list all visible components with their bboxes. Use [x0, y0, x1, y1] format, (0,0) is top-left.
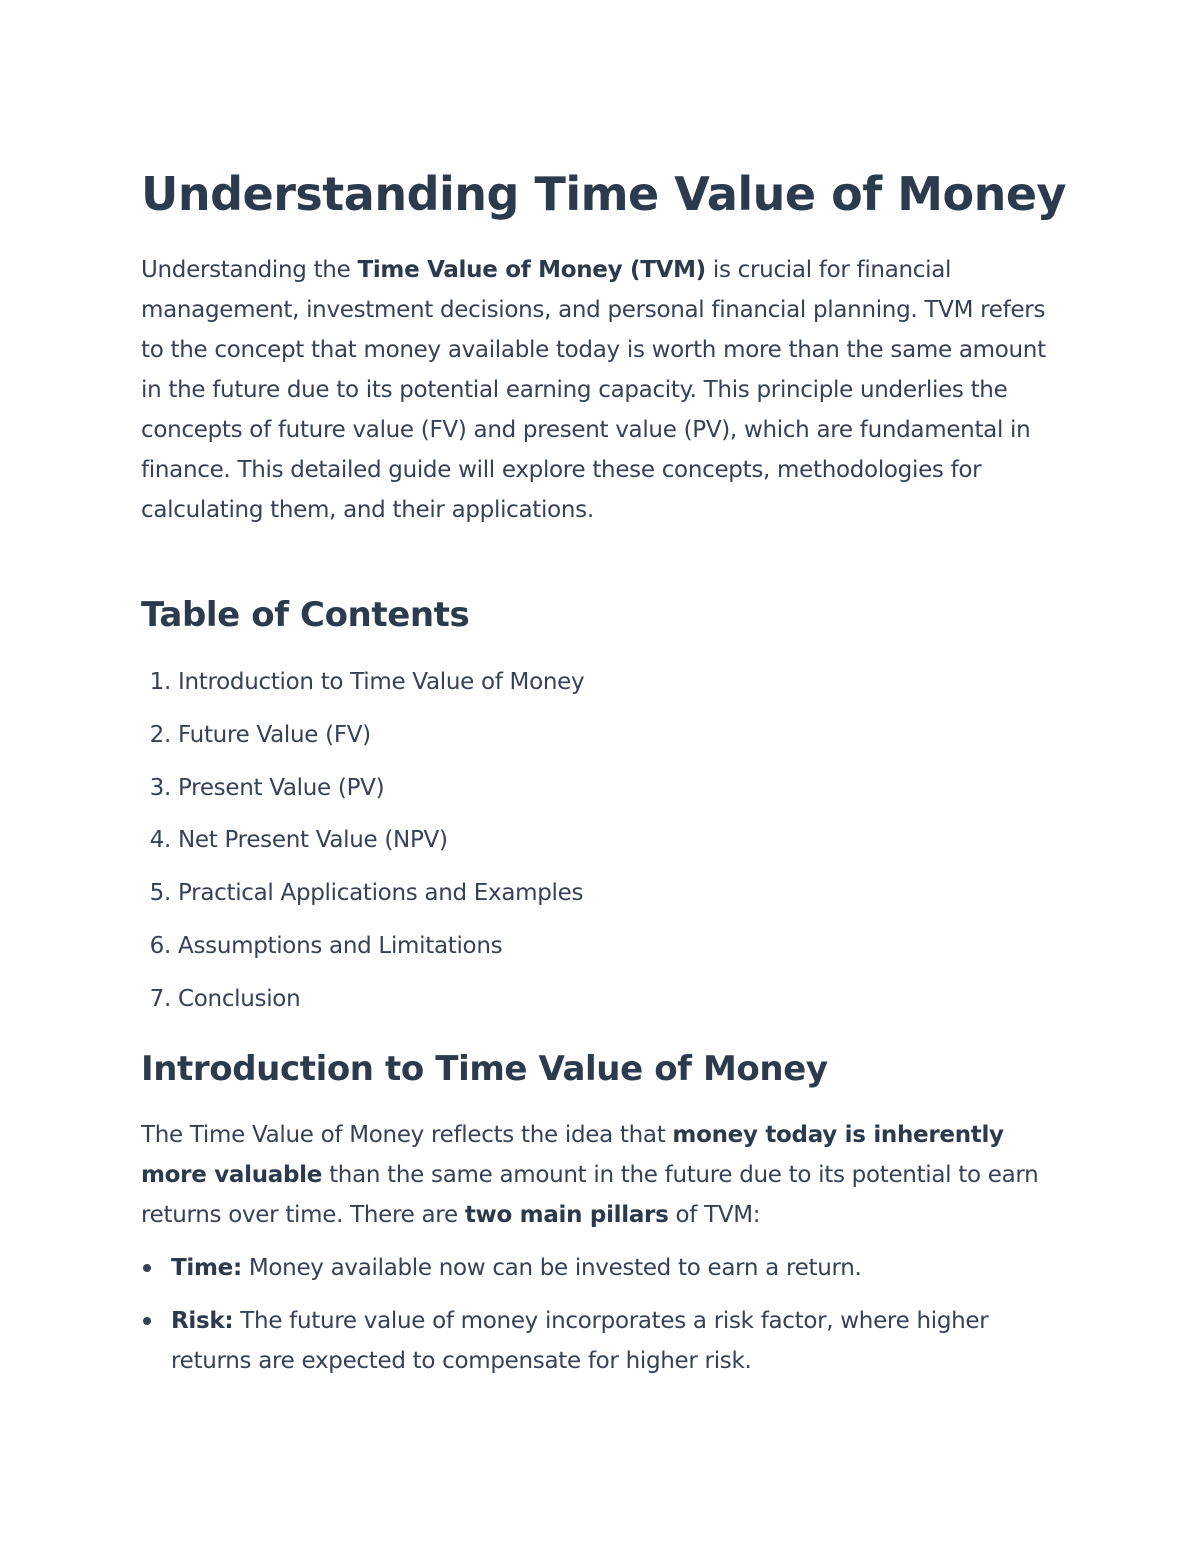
- table-of-contents: [141, 662, 584, 1032]
- toc-item-number: 2.: [149, 721, 171, 748]
- toc-item-number: 1.: [149, 669, 171, 695]
- toc-item-label: Future Value (FV): [178, 721, 371, 748]
- section-text-bold: two main pillars: [464, 1202, 669, 1228]
- section-heading: Introduction to Time Value of Money: [141, 1049, 828, 1089]
- toc-item[interactable]: [141, 926, 584, 979]
- toc-item-number: 7.: [149, 985, 171, 1012]
- page-title: Understanding Time Value of Money: [141, 167, 1067, 221]
- toc-item-number: 3.: [149, 774, 171, 801]
- toc-item-label: Present Value (PV): [178, 774, 385, 801]
- intro-text-post: is crucial for financial management, investment decisions, and personal financial planning. TVM refers to the concept that money available today is worth more than the same amount in the future due to its potential earning capacity. This principle underlies the concepts of future value (FV) and present value (PV), which are fundamental in finance. This detailed guide will explore these concepts, methodologies for calculating them, and their applications.: [141, 257, 1046, 523]
- toc-item[interactable]: [141, 979, 584, 1032]
- intro-text-pre: Understanding the: [141, 257, 358, 283]
- toc-item[interactable]: [141, 820, 584, 873]
- toc-item[interactable]: [141, 768, 584, 821]
- bullet-dot-icon: [143, 1264, 151, 1272]
- toc-item-label: Conclusion: [178, 985, 301, 1012]
- section-text-bold: money today is inherently more valuable: [141, 1122, 1004, 1188]
- list-item-term: Risk:: [171, 1308, 234, 1334]
- toc-item-label: Practical Applications and Examples: [178, 880, 584, 907]
- section-text: of TVM:: [668, 1202, 761, 1228]
- toc-item-label: Introduction to Time Value of Money: [178, 669, 585, 695]
- pillars-list: [141, 1248, 1071, 1394]
- intro-paragraph: [141, 250, 1071, 530]
- list-item-text: Money available now can be invested to earn a return.: [241, 1255, 862, 1281]
- toc-item[interactable]: [141, 715, 584, 768]
- list-item-term: Time:: [171, 1255, 242, 1281]
- toc-item[interactable]: [141, 873, 584, 926]
- list-item: [141, 1301, 1071, 1381]
- toc-item-label: Assumptions and Limitations: [178, 932, 503, 959]
- list-item: [141, 1248, 1071, 1288]
- section-text: The Time Value of Money reflects the idea that: [141, 1122, 673, 1148]
- bullet-dot-icon: [143, 1317, 151, 1325]
- section-paragraph: [141, 1115, 1071, 1235]
- toc-item-number: 4.: [149, 827, 171, 854]
- section-text: than the same amount in the future due to its potential to earn returns over time. There are: [141, 1162, 1039, 1228]
- toc-item[interactable]: [141, 662, 584, 715]
- list-item-text: The future value of money incorporates a risk factor, where higher returns are expected to compensate for higher risk.: [171, 1308, 989, 1374]
- toc-item-number: 5.: [149, 880, 171, 907]
- intro-text-bold: Time Value of Money (TVM): [357, 257, 706, 283]
- toc-item-number: 6.: [149, 932, 171, 959]
- toc-item-label: Net Present Value (NPV): [178, 827, 448, 854]
- toc-heading: Table of Contents: [141, 595, 470, 635]
